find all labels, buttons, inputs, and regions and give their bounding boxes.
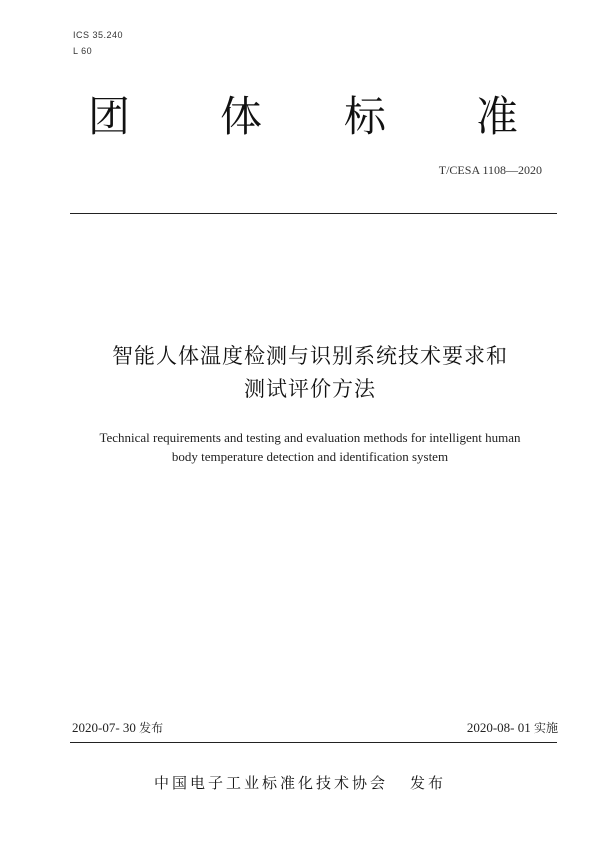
standard-type-char: 准 (476, 92, 519, 141)
english-title-line-1: Technical requirements and testing and evaluation methods for intelligent human (99, 430, 521, 445)
implementation-date-block (467, 719, 558, 736)
issue-date: 2020-07- 30 (72, 720, 136, 735)
chinese-title (40, 340, 580, 406)
english-title (40, 428, 580, 466)
standard-type-heading (88, 92, 528, 148)
top-divider (70, 213, 557, 214)
implementation-date: 2020-08- 01 (466, 720, 531, 735)
chinese-title-line-2: 测试评价方法 (244, 377, 376, 401)
english-title-line-2: body temperature detection and identification system (171, 449, 449, 464)
publisher-label: 发布 (410, 774, 447, 792)
publisher-name: 中国电子工业标准化技术协会 (153, 774, 388, 792)
standard-type-char: 标 (344, 92, 387, 141)
publisher-line (0, 772, 600, 793)
bottom-divider (70, 742, 557, 743)
standard-number: T/CESA 1108—2020 (438, 163, 542, 177)
issue-label: 发布 (139, 721, 164, 735)
ccs-code: L 60 (73, 46, 93, 56)
standard-type-char: 体 (220, 92, 263, 141)
implementation-label: 实施 (533, 721, 558, 735)
issue-date-block (72, 719, 163, 736)
chinese-title-line-1: 智能人体温度检测与识别系统技术要求和 (112, 344, 508, 368)
standard-type-char: 团 (88, 92, 131, 141)
ics-code: ICS 35.240 (73, 30, 124, 40)
